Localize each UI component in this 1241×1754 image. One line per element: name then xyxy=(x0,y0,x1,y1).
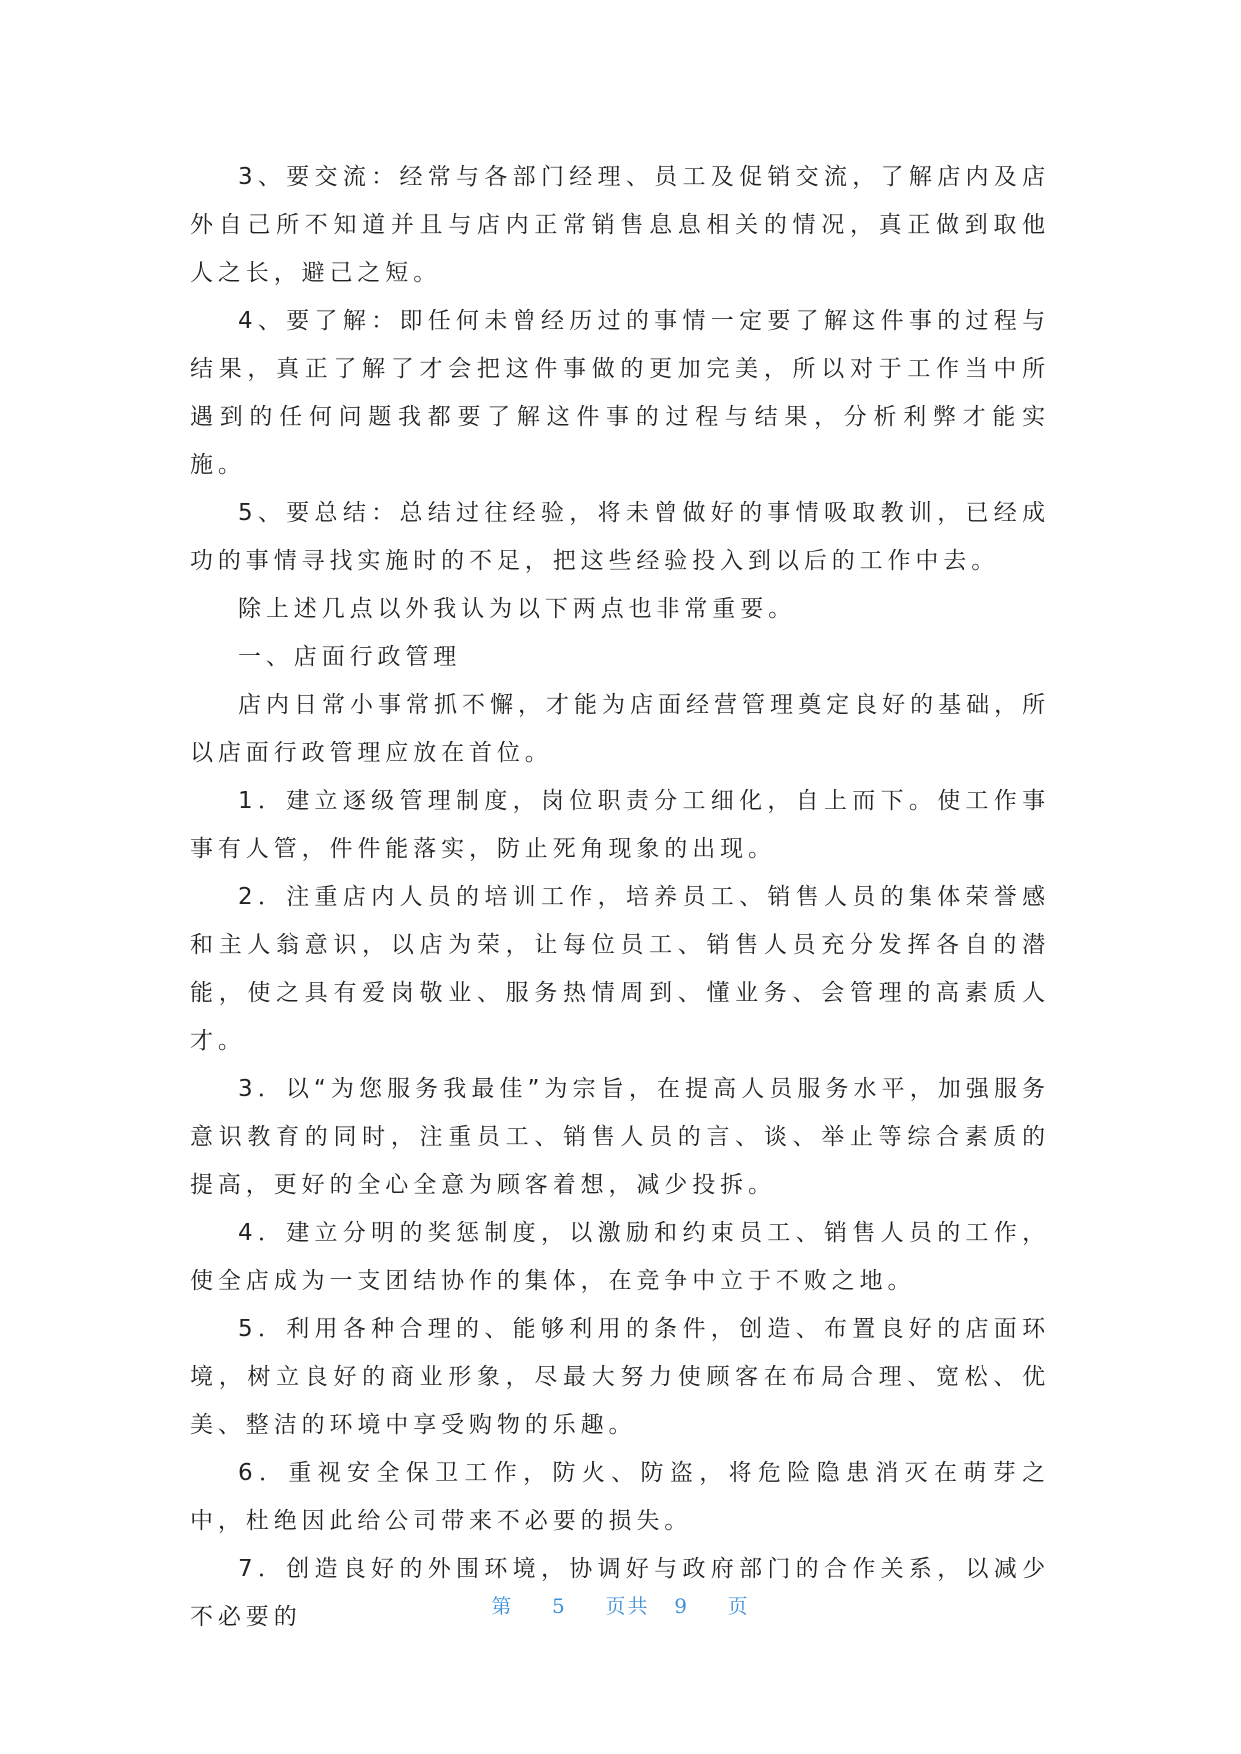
footer-middle: 页共 xyxy=(605,1594,650,1618)
paragraph: 5、要总结：总结过往经验，将未曾做好的事情吸取教训，已经成功的事情寻找实施时的不足，把这些经验投入到以后的工作中去。 xyxy=(190,500,1050,574)
total-pages: 9 xyxy=(674,1594,689,1618)
footer-prefix: 第 xyxy=(491,1594,514,1618)
paragraph: 除上述几点以外我认为以下两点也非常重要。 xyxy=(238,596,796,622)
paragraph: 4、要了解：即任何未曾经历过的事情一定要了解这件事的过程与结果，真正了解了才会把这件事做的更加完美，所以对于工作当中所遇到的任何问题我都要了解这件事的过程与结果，分析利弊才能实施。 xyxy=(190,308,1050,478)
footer-suffix: 页 xyxy=(727,1594,750,1618)
current-page-number: 5 xyxy=(552,1594,567,1618)
list-item: 6．重视安全保卫工作，防火、防盗，将危险隐患消灭在萌芽之中，杜绝因此给公司带来不必要的损失。 xyxy=(190,1460,1050,1534)
list-item: 2．注重店内人员的培训工作，培养员工、销售人员的集体荣誉感和主人翁意识，以店为荣，让每位员工、销售人员充分发挥各自的潜能，使之具有爱岗敬业、服务热情周到、懂业务、会管理的高素质人才。 xyxy=(190,884,1050,1054)
paragraph: 店内日常小事常抓不懈，才能为店面经营管理奠定良好的基础，所以店面行政管理应放在首位。 xyxy=(190,692,1050,766)
list-item: 1．建立逐级管理制度，岗位职责分工细化，自上而下。使工作事事有人管，件件能落实，防止死角现象的出现。 xyxy=(190,788,1050,862)
paragraph: 3、要交流：经常与各部门经理、员工及促销交流，了解店内及店外自己所不知道并且与店内正常销售息息相关的情况，真正做到取他人之长，避己之短。 xyxy=(190,164,1050,286)
list-item: 3．以“为您服务我最佳”为宗旨，在提高人员服务水平，加强服务意识教育的同时，注重员工、销售人员的言、谈、举止等综合素质的提高，更好的全心全意为顾客着想，减少投拆。 xyxy=(190,1076,1050,1198)
list-item: 5．利用各种合理的、能够利用的条件，创造、布置良好的店面环境，树立良好的商业形象，尽最大努力使顾客在布局合理、宽松、优美、整洁的环境中享受购物的乐趣。 xyxy=(190,1316,1050,1438)
list-item: 7．创造良好的外围环境，协调好与政府部门的合作关系，以减少不必要的 xyxy=(190,1556,1050,1630)
list-item: 4．建立分明的奖惩制度，以激励和约束员工、销售人员的工作，使全店成为一支团结协作的集体，在竞争中立于不败之地。 xyxy=(190,1220,1050,1294)
page-footer xyxy=(0,1590,1241,1619)
document-body xyxy=(190,153,1050,1641)
section-heading: 一、店面行政管理 xyxy=(238,644,462,670)
